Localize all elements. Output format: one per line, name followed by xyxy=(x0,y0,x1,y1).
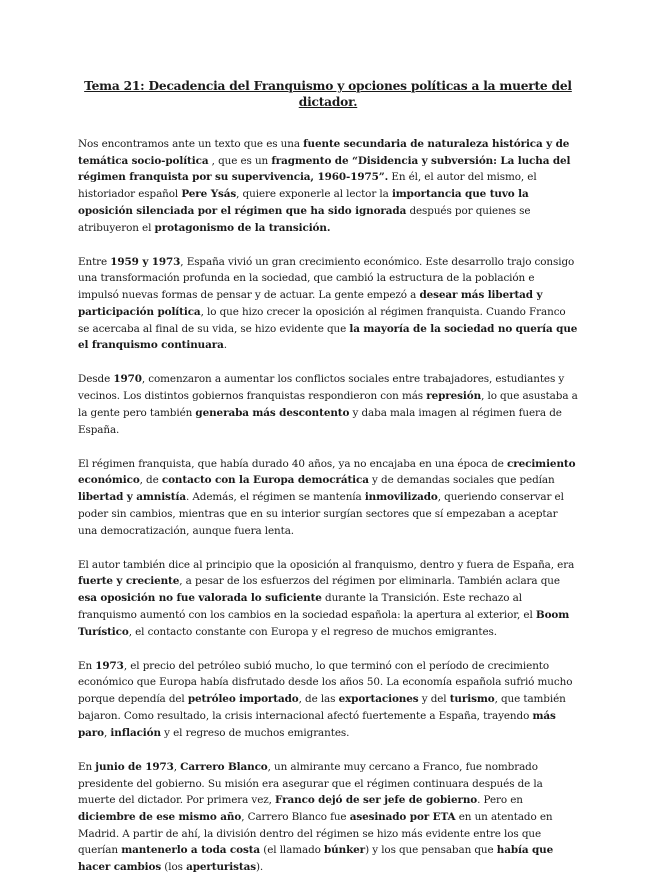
text-run: y del xyxy=(418,693,450,706)
bold-run: asesinado por ETA xyxy=(349,810,456,823)
text-run: en un atentado en Madrid. A partir de ahí, la división dentro del régimen se hizo más evidente entre los que querían xyxy=(78,810,553,857)
bold-run: Franco dejó de ser jefe de gobierno xyxy=(275,794,478,807)
bold-run: Boom Turístico xyxy=(78,608,570,638)
text-run: . Además, el régimen se mantenía xyxy=(185,491,365,504)
paragraph xyxy=(78,557,578,641)
text-run: y daba mala imagen al régimen fuera de España. xyxy=(78,406,562,436)
text-run: , comenzaron a aumentar los conflictos sociales entre trabajadores, estudiantes y vecinos. Los distintos gobiernos franquistas respondieron con más xyxy=(78,373,565,403)
bold-run: 1959 y 1973 xyxy=(110,255,181,268)
text-run: En xyxy=(78,659,96,672)
paragraph xyxy=(78,136,578,236)
bold-run: importancia que tuvo la oposición silenciada por el régimen que ha sido ignorada xyxy=(78,188,529,217)
paragraph xyxy=(78,456,578,540)
bold-run: protagonismo de la transición. xyxy=(154,221,331,234)
bold-run: exportaciones xyxy=(338,693,419,706)
text-run: , de las xyxy=(298,693,339,706)
bold-run: Pere Ysás xyxy=(181,188,237,201)
text-run: , un almirante muy cercano a Franco, fue nombrado presidente del gobierno. Su misión era asegurar que el régimen continuara después de la muerte del dictador. Por primera vez, xyxy=(78,760,543,807)
text-run: durante la Transición. Este rechazo al franquismo aumentó con los cambios en la sociedad española: la apertura al exterior, el xyxy=(78,592,536,621)
bold-run: inmovilizado xyxy=(364,491,438,504)
bold-run: 1973 xyxy=(95,659,124,672)
text-run: Nos encontramos ante un texto que es una xyxy=(78,138,304,150)
bold-run: más paro xyxy=(78,709,556,739)
document-title: Tema 21: Decadencia del Franquismo y opciones políticas a la muerte del dictador. xyxy=(84,79,572,109)
text-run: ) y los que pensaban que xyxy=(365,844,497,857)
paragraph xyxy=(78,371,578,438)
text-run: después por quienes se atribuyeron el xyxy=(78,204,531,234)
text-run: Desde xyxy=(78,373,114,386)
bold-run: búnker xyxy=(324,844,366,857)
text-run: Entre xyxy=(78,255,111,268)
text-run: , de xyxy=(139,474,162,487)
bold-run: inflación xyxy=(110,726,161,739)
bold-run: generaba más descontento xyxy=(195,406,350,419)
text-run: . Pero en xyxy=(477,794,523,807)
text-run: , quiere exponerle al lector la xyxy=(236,188,392,201)
text-run: , que también bajaron. Como resultado, la crisis internacional afectó fuertemente a España, trayendo xyxy=(78,693,566,722)
bold-run: desear más libertad y participación política xyxy=(78,289,543,318)
text-run: , Carrero Blanco fue xyxy=(241,810,350,823)
text-run: El autor también dice al principio que la oposición al franquismo, dentro y fuera de España, era xyxy=(78,558,575,571)
document-body xyxy=(78,136,578,893)
text-run: y de demandas sociales que pedían xyxy=(368,474,555,487)
text-run: , el precio del petróleo subió mucho, lo que terminó con el período de crecimiento económico que Europa había disfrutado desde los años 50. La economía española sufrió mucho porque dependía del xyxy=(78,659,573,706)
text-run: , xyxy=(173,760,181,773)
bold-run: fuerte y creciente xyxy=(78,575,180,588)
paragraph xyxy=(78,759,578,876)
bold-run: había que hacer cambios xyxy=(78,844,554,874)
text-run: (el llamado xyxy=(260,844,324,857)
bold-run: crecimiento económico xyxy=(78,457,576,487)
text-run: , a pesar de los esfuerzos del régimen por eliminarla. También aclara que xyxy=(179,575,560,588)
bold-run: Carrero Blanco xyxy=(180,760,268,773)
bold-run: mantenerlo a toda costa xyxy=(121,844,261,857)
paragraph xyxy=(78,254,578,354)
text-run: , queriendo conservar el poder sin cambios, mientras que en su interior surgían sectores que sí empezaban a aceptar una democratización, aunque fuera lenta. xyxy=(78,491,564,537)
text-run: , xyxy=(104,726,111,739)
text-run: . xyxy=(223,339,227,352)
bold-run: contacto con la Europa democrática xyxy=(161,474,369,487)
bold-run: 1970 xyxy=(113,373,142,386)
bold-run: fuente secundaria de naturaleza histórica y de temática socio-política xyxy=(78,138,570,167)
bold-run: aperturistas xyxy=(186,861,256,874)
text-run: , que es un xyxy=(208,154,272,167)
text-run: , España vivió un gran crecimiento económico. Este desarrollo trajo consigo una transformación profunda en la sociedad, que cambió la estructura de la población e impulsó nuevas formas de pensar y de actuar. La gente empezó a xyxy=(78,255,575,302)
text-run: , lo que hizo crecer la oposición al régimen franquista. Cuando Franco se acercaba al final de su vida, se hizo evidente que xyxy=(78,305,566,335)
bold-run: la mayoría de la sociedad no quería que el franquismo continuara xyxy=(78,322,578,352)
bold-run: diciembre de ese mismo año xyxy=(78,810,242,823)
text-run: En él, el autor del mismo, el historiador español xyxy=(78,171,537,201)
bold-run: esa oposición no fue valorada lo suficiente xyxy=(78,592,322,605)
bold-run: petróleo importado xyxy=(187,693,299,706)
bold-run: junio de 1973 xyxy=(95,760,174,773)
text-run: ). xyxy=(255,861,264,874)
text-run: y el regreso de muchos emigrantes. xyxy=(160,726,350,739)
bold-run: turismo xyxy=(449,693,495,706)
text-run: (los xyxy=(161,861,187,874)
text-run: El régimen franquista, que había durado 40 años, ya no encajaba en una época de xyxy=(78,457,507,470)
bold-run: fragmento de “Disidencia y subversión: La lucha del régimen franquista por su supervivencia, 1960-1975”. xyxy=(78,154,571,184)
bold-run: represión xyxy=(426,390,482,403)
text-run: En xyxy=(78,760,96,773)
text-run: , lo que asustaba a la gente pero también xyxy=(78,390,578,419)
paragraph xyxy=(78,658,578,742)
bold-run: libertad y amnistía xyxy=(78,491,186,504)
text-run: , el contacto constante con Europa y el regreso de muchos emigrantes. xyxy=(128,625,497,638)
